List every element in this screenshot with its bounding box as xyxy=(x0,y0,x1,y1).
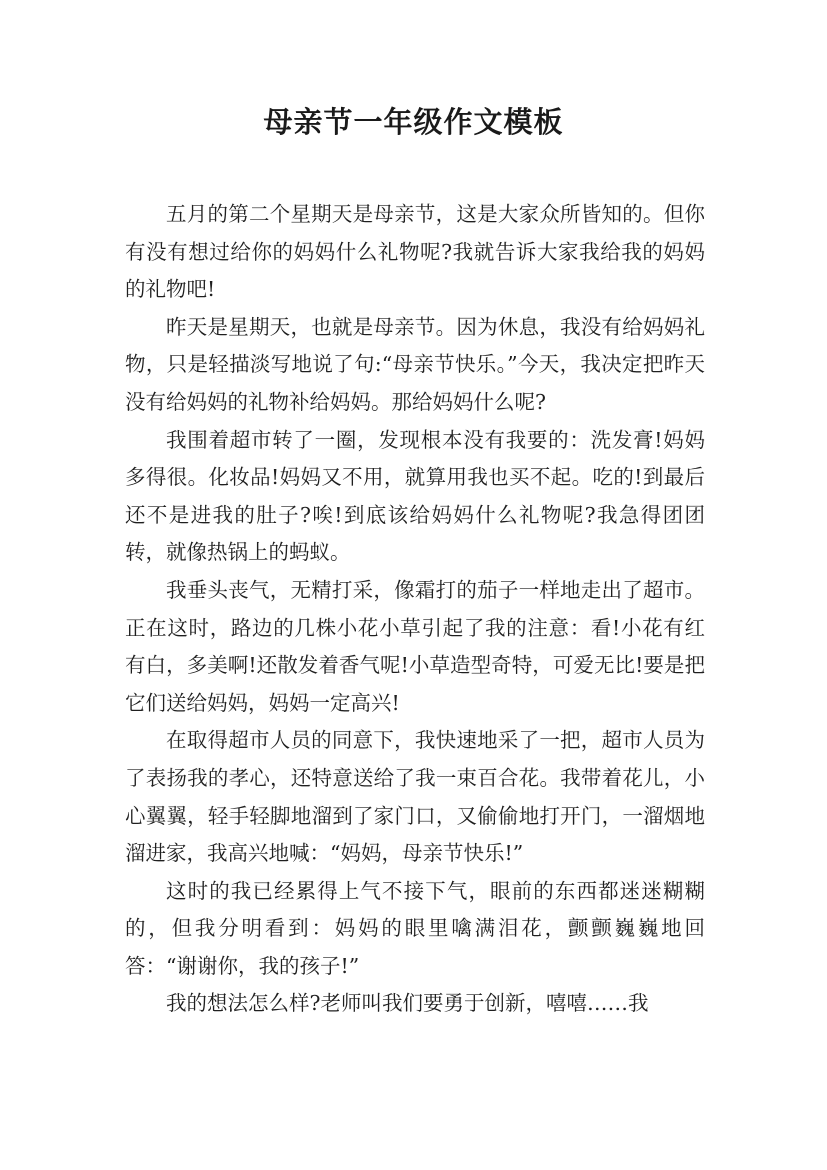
paragraph-2: 昨天是星期天，也就是母亲节。因为休息，我没有给妈妈礼物，只是轻描淡写地说了句:“母亲节快乐。”今天，我决定把昨天没有给妈妈的礼物补给妈妈。那给妈妈什么呢? xyxy=(125,314,705,414)
paragraph-7: 我的想法怎么样?老师叫我们要勇于创新，嘻嘻……我 xyxy=(166,991,649,1016)
page-title: 母亲节一年级作文模板 xyxy=(263,105,564,139)
paragraph-6: 这时的我已经累得上气不接下气，眼前的东西都迷迷糊糊的，但我分明看到：妈妈的眼里噙满泪花，颤颤巍巍地回答：“谢谢你，我的孩子!” xyxy=(125,878,705,978)
paragraph-1: 五月的第二个星期天是母亲节，这是大家众所皆知的。但你有没有想过给你的妈妈什么礼物呢?我就告诉大家我给我的妈妈的礼物吧! xyxy=(125,202,705,302)
paragraph-4: 我垂头丧气，无精打采，像霜打的茄子一样地走出了超市。正在这时，路边的几株小花小草引起了我的注意：看!小花有红有白，多美啊!还散发着香气呢!小草造型奇特，可爱无比!要是把它们送给妈妈，妈妈一定高兴! xyxy=(125,577,705,715)
essay-body xyxy=(125,196,705,1023)
paragraph-3: 我围着超市转了一圈，发现根本没有我要的：洗发膏!妈妈多得很。化妆品!妈妈又不用，就算用我也买不起。吃的!到最后还不是进我的肚子?唉!到底该给妈妈什么礼物呢?我急得团团转，就像热锅上的蚂蚁。 xyxy=(125,427,705,565)
paragraph-5: 在取得超市人员的同意下，我快速地采了一把，超市人员为了表扬我的孝心，还特意送给了我一束百合花。我带着花儿，小心翼翼，轻手轻脚地溜到了家门口，又偷偷地打开门，一溜烟地溜进家，我高兴地喊：“妈妈，母亲节快乐!” xyxy=(125,728,705,866)
